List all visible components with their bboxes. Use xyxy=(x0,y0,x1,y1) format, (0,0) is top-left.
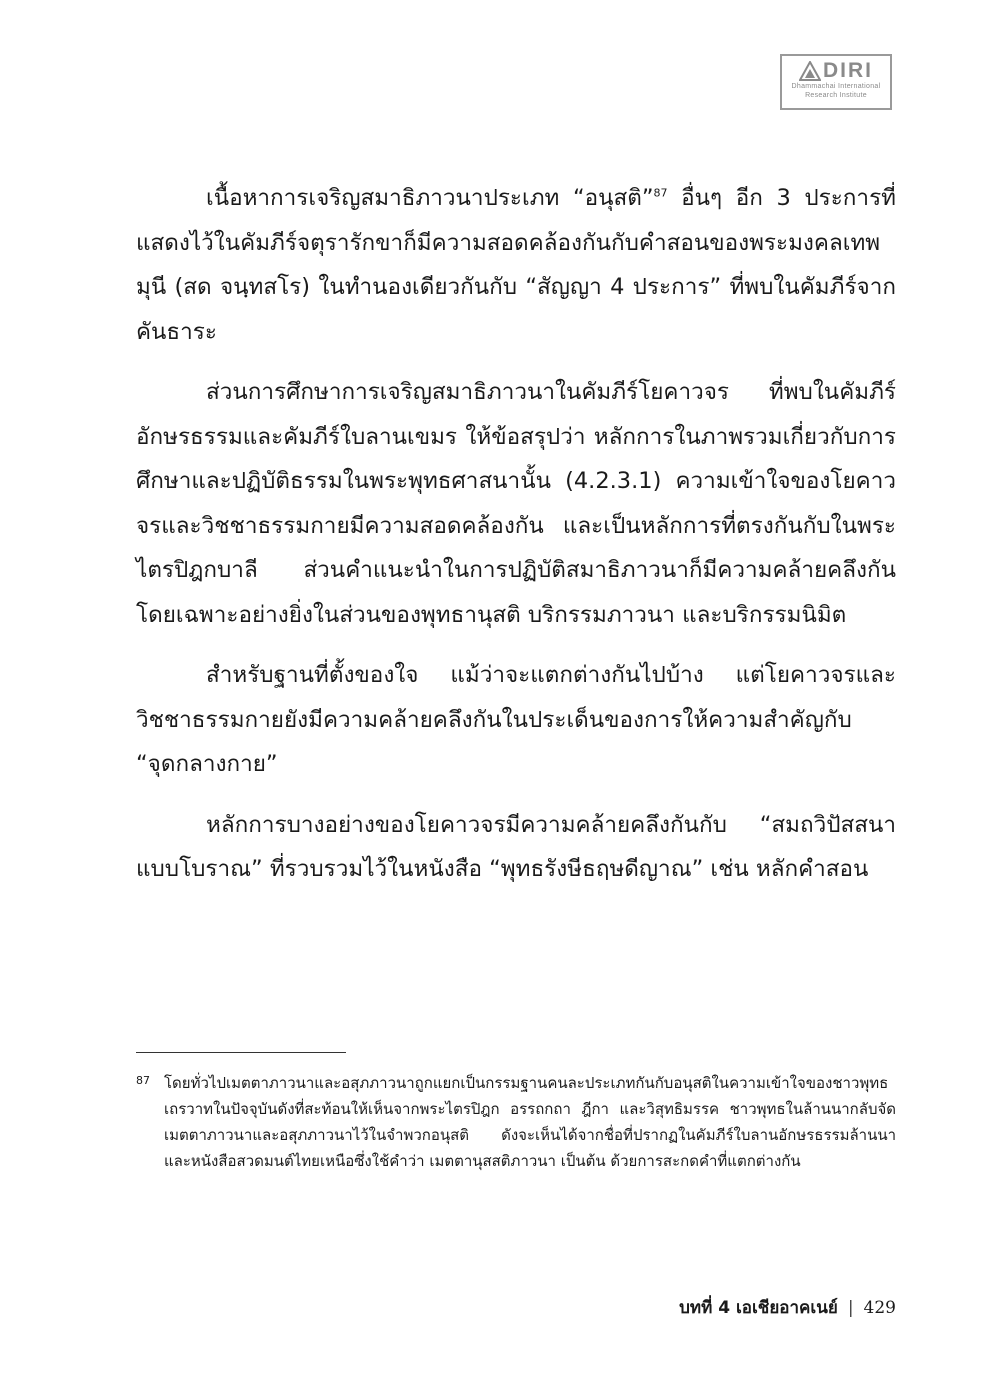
paragraph-4: หลักการบางอย่างของโยคาวจรมีความคล้ายคลึงกันกับ “สมถวิปัสสนาแบบโบราณ” ที่รวบรวมไว้ในหนังสือ “พุทธรังษีธฤษดีญาณ” เช่น หลักคำสอน xyxy=(136,811,896,882)
chapter-title: บทที่ 4 เอเชียอาคเนย์ xyxy=(679,1298,838,1318)
page-footer xyxy=(679,1294,896,1321)
paragraph-1-text-b: อื่นๆ อีก 3 ประการที่แสดงไว้ในคัมภีร์จตุรารักขาก็มีความสอดคล้องกันกับคำสอนของพระมงคลเทพมุนี (สด จนฺทสโร) ในทำนองเดียวกันกับ “สัญญา 4 ประการ” ที่พบในคัมภีร์จากคันธาระ xyxy=(136,185,896,345)
footnote-divider xyxy=(136,1052,346,1053)
paragraph-2: ส่วนการศึกษาการเจริญสมาธิภาวนาในคัมภีร์โยคาวจร ที่พบในคัมภีร์อักษรธรรมและคัมภีร์ใบลานเขมร ให้ข้อสรุปว่า หลักการในภาพรวมเกี่ยวกับการศึกษาและปฏิบัติธรรมในพระพุทธศาสนานั้น (4.2.3.1) ความเข้าใจของโยคาวจรและวิชชาธรรมกายมีความสอดคล้องกัน และเป็นหลักการที่ตรงกันกับในพระไตรปิฎกบาลี ส่วนคำแนะนำในการปฏิบัติสมาธิภาวนาก็มีความคล้ายคลึงกันโดยเฉพาะอย่างยิ่งในส่วนของพุทธานุสติ บริกรรมภาวนา และบริกรรมนิมิต xyxy=(136,379,896,628)
footnote xyxy=(136,1070,896,1174)
paragraph-1 xyxy=(136,176,896,354)
body-text xyxy=(136,176,896,908)
page-number: 429 xyxy=(863,1297,896,1318)
pyramid-logo-icon xyxy=(799,61,821,81)
footer-separator: | xyxy=(847,1297,854,1318)
diri-logo xyxy=(780,54,892,110)
logo-subtitle-1: Dhammachai International xyxy=(791,83,881,90)
paragraph-1-text-a: เนื้อหาการเจริญสมาธิภาวนาประเภท “อนุสติ” xyxy=(206,185,654,211)
logo-name: DIRI xyxy=(823,59,873,82)
footnote-text: โดยทั่วไปเมตตาภาวนาและอสุภภาวนาถูกแยกเป็นกรรมฐานคนละประเภทกันกับอนุสติในความเข้าใจของชาวพุทธเถรวาทในปัจจุบันดังที่สะท้อนให้เห็นจากพระไตรปิฎก อรรถกถา ฎีกา และวิสุทธิมรรค ชาวพุทธในล้านนากลับจัดเมตตาภาวนาและอสุภภาวนาไว้ในจำพวกอนุสติ ดังจะเห็นได้จากชื่อที่ปรากฏในคัมภีร์ใบลานอักษรธรรมล้านนา และหนังสือสวดมนต์ไทยเหนือซึ่งใช้คำว่า เมตตานุสสติภาวนา เป็นต้น ด้วยการสะกดคำที่แตกต่างกัน xyxy=(164,1074,896,1170)
paragraph-3: สำหรับฐานที่ตั้งของใจ แม้ว่าจะแตกต่างกันไปบ้าง แต่โยคาวจรและวิชชาธรรมกายยังมีความคล้ายคลึงกันในประเด็นของการให้ความสำคัญกับ “จุดกลางกาย” xyxy=(136,662,896,777)
footnote-ref-87[interactable]: 87 xyxy=(653,186,668,200)
footnote-number: 87 xyxy=(136,1074,150,1087)
logo-subtitle-2: Research Institute xyxy=(805,92,867,99)
